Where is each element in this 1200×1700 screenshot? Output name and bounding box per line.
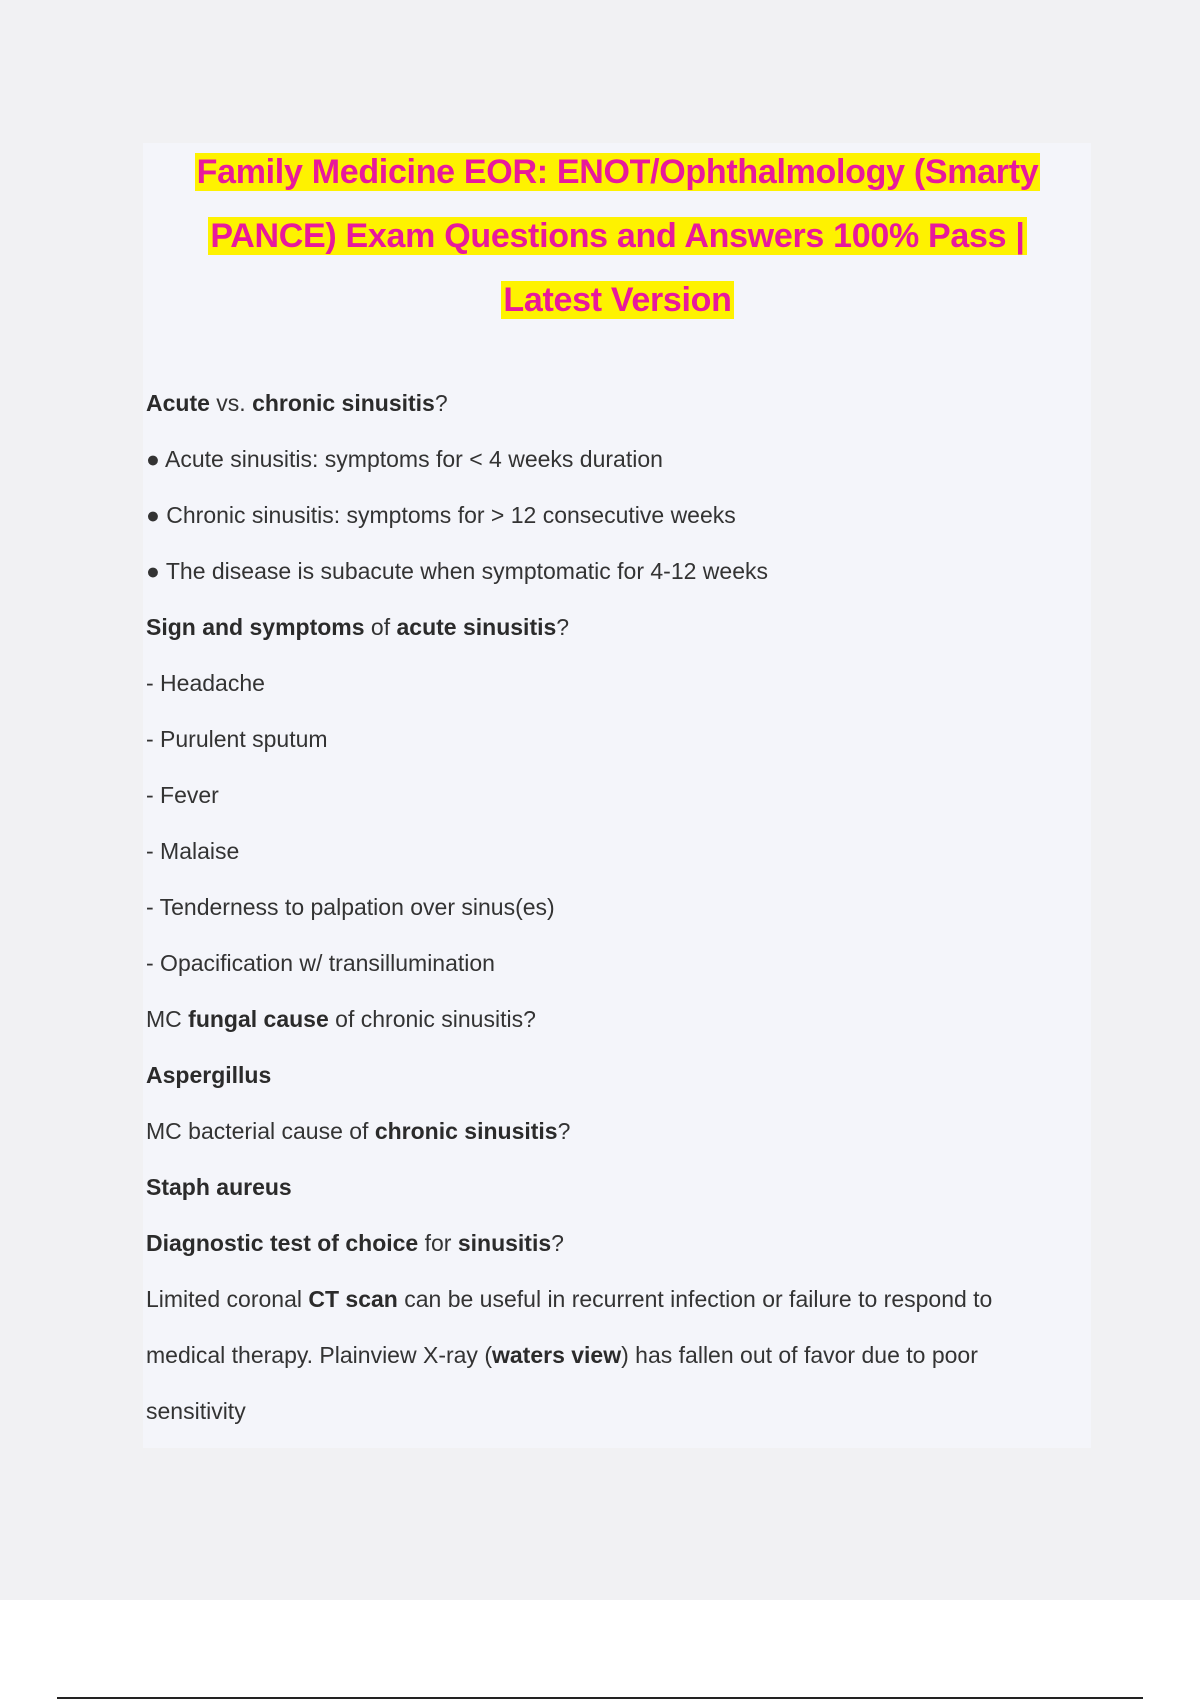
answer-5-line-3: sensitivity [146,1398,246,1424]
document-title [160,140,1075,332]
question-1 [146,375,1076,431]
q2-text-2: ? [556,614,570,640]
answer-2-item: - Opacification w/ transillumination [146,950,495,976]
q1-text-2: ? [434,390,448,416]
q4-text-1: MC bacterial cause of [146,1118,375,1144]
title-line-2 [160,204,1075,268]
question-5 [146,1215,1076,1271]
title-line-3 [160,268,1075,332]
q5-bold-1: Diagnostic test of choice [146,1230,419,1256]
q1-text-1: vs. [209,390,253,416]
answer-2-item: - Fever [146,782,219,808]
document-content [146,375,1076,1439]
a5-text-3: medical therapy. Plainview X-ray ( [146,1342,492,1368]
q2-bold-1: Sign and symptoms [146,614,365,640]
page-divider [57,1697,1143,1699]
answer-2-item: - Headache [146,670,265,696]
q2-bold-2: acute sinusitis [396,614,557,640]
q3-bold-1: fungal cause [188,1006,329,1032]
q2-text-1: of [364,614,397,640]
a5-text-2: can be useful in recurrent infection or failure to respond to [397,1286,993,1312]
a5-bold-2: waters view [491,1342,622,1368]
title-text-3: Latest Version [503,281,732,319]
answer-1-item: ● The disease is subacute when symptomatic for 4-12 weeks [146,558,768,584]
q5-text-2: ? [551,1230,564,1256]
q5-bold-2: sinusitis [457,1230,552,1256]
a5-text-1: Limited coronal [146,1286,309,1312]
question-4 [146,1103,1076,1159]
answer-5-line-2 [146,1327,1076,1383]
answer-3: Aspergillus [146,1062,272,1088]
q3-text-2: of chronic sinusitis? [328,1006,536,1032]
answer-2-item: - Malaise [146,838,240,864]
answer-2-item: - Purulent sputum [146,726,328,752]
q1-bold-1: Acute [146,390,210,416]
title-text-1: Family Medicine EOR: ENOT/Ophthalmology (Smarty [196,153,1039,191]
title-text-2: PANCE) Exam Questions and Answers 100% Pass | [210,217,1025,255]
question-2 [146,599,1076,655]
answer-1-item: ● Acute sinusitis: symptoms for < 4 weeks duration [146,446,663,472]
q3-text-1: MC [146,1006,189,1032]
q4-text-2: ? [557,1118,571,1144]
q4-bold-1: chronic sinusitis [374,1118,558,1144]
q1-bold-2: chronic sinusitis [252,390,435,416]
answer-1-item: ● Chronic sinusitis: symptoms for > 12 consecutive weeks [146,502,736,528]
q5-text-1: for [418,1230,458,1256]
answer-4: Staph aureus [146,1174,292,1200]
a5-text-4: ) has fallen out of favor due to poor [621,1342,978,1368]
a5-bold-1: CT scan [308,1286,398,1312]
title-line-1 [160,140,1075,204]
question-3 [146,991,1076,1047]
answer-5-line-1 [146,1271,1076,1327]
answer-2-item: - Tenderness to palpation over sinus(es) [146,894,555,920]
